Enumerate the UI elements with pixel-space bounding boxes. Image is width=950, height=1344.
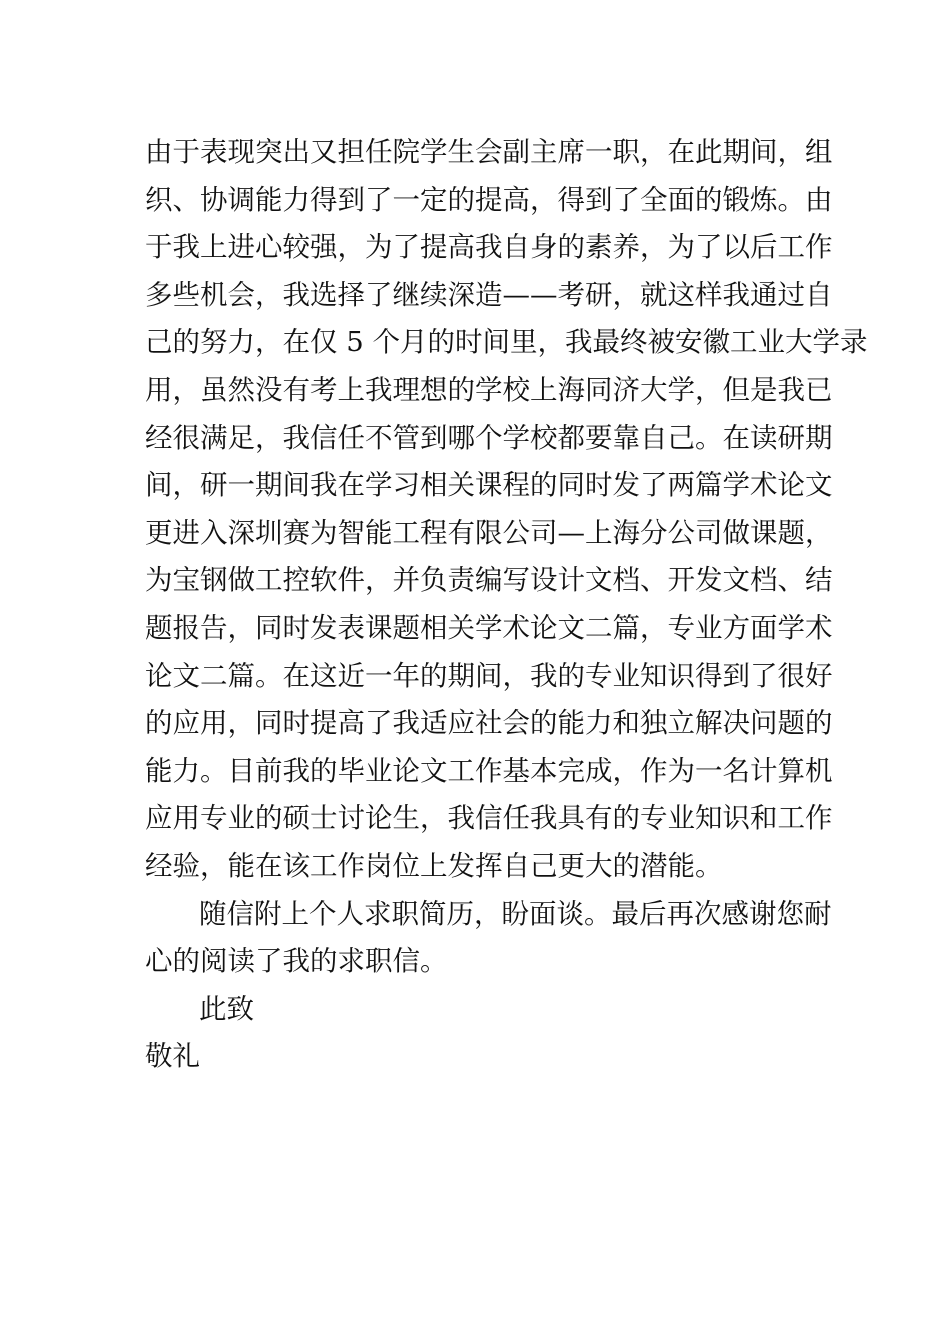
text-line: 论文二篇。在这近一年的期间，我的专业知识得到了很好 bbox=[145, 659, 833, 692]
text-line: 更进入深圳赛为智能工程有限公司—上海分公司做课题， bbox=[145, 516, 833, 549]
text-line: 间，研一期间我在学习相关课程的同时发了两篇学术论文 bbox=[145, 469, 833, 502]
text-line: 题报告，同时发表课题相关学术论文二篇，专业方面学术 bbox=[145, 611, 833, 644]
text-line: 心的阅读了我的求职信。 bbox=[145, 945, 448, 978]
text-line: 的应用，同时提高了我适应社会的能力和独立解决问题的 bbox=[145, 707, 833, 740]
text-line: 经验，能在该工作岗位上发挥自己更大的潜能。 bbox=[145, 849, 723, 882]
letter-body bbox=[145, 129, 868, 1081]
text-line: 随信附上个人求职简历，盼面谈。最后再次感谢您耐 bbox=[199, 897, 832, 930]
text-line: 己的努力，在仅 5 个月的时间里，我最终被安徽工业大学录 bbox=[145, 326, 868, 359]
text-line: 经很满足，我信任不管到哪个学校都要靠自己。在读研期 bbox=[145, 421, 833, 454]
closing-line: 此致 bbox=[199, 992, 254, 1025]
text-line: 多些机会，我选择了继续深造——考研，就这样我通过自 bbox=[145, 278, 833, 311]
text-line: 应用专业的硕士讨论生，我信任我具有的专业知识和工作 bbox=[145, 802, 833, 835]
salutation-line: 敬礼 bbox=[145, 1040, 200, 1073]
text-line: 为宝钢做工控软件，并负责编写设计文档、开发文档、结 bbox=[145, 564, 833, 597]
text-line: 由于表现突出又担任院学生会副主席一职，在此期间，组 bbox=[145, 136, 833, 168]
text-line: 能力。目前我的毕业论文工作基本完成，作为一名计算机 bbox=[145, 754, 833, 787]
text-line: 织、协调能力得到了一定的提高，得到了全面的锻炼。由 bbox=[145, 183, 833, 216]
text-line: 于我上进心较强，为了提高我自身的素养，为了以后工作 bbox=[145, 231, 833, 264]
text-line: 用，虽然没有考上我理想的学校上海同济大学，但是我已 bbox=[145, 373, 833, 406]
